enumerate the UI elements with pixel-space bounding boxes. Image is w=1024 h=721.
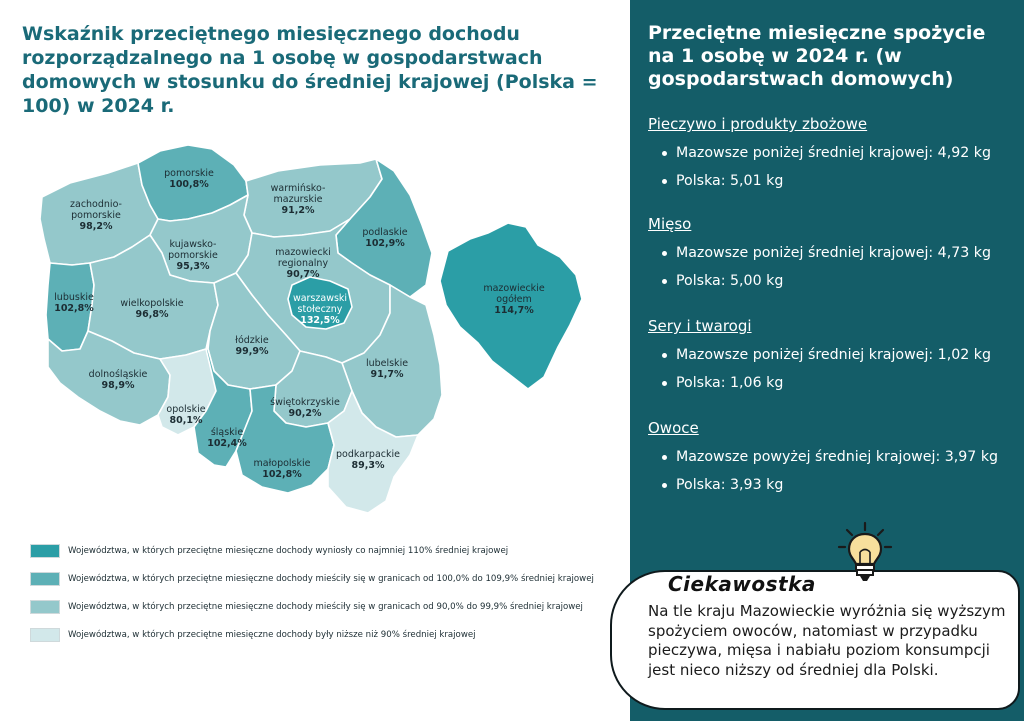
legend-label: Województwa, w których przeciętne miesięczne dochody wyniosły co najmniej 110% średniej krajowej (68, 546, 509, 556)
legend-swatch (30, 544, 60, 558)
label-wielkopolskie: wielkopolskie 96,8% (120, 298, 184, 320)
label-mazowieckie-ogolem: mazowieckie ogółem 114,7% (483, 283, 545, 316)
label-lodzkie: łódzkie 99,9% (235, 335, 269, 357)
category-item: Polska: 5,00 kg (648, 267, 1018, 295)
category-fruit (648, 419, 1018, 499)
map-title: Wskaźnik przeciętnego miesięcznego dochodu rozporządzalnego na 1 osobę w gospodarstwach domowych w stosunku do średniej krajowej (Polska = 100) w 2024 r. (22, 23, 598, 117)
label-podlaskie: podlaskie 102,9% (362, 227, 408, 249)
category-name: Sery i twarogi (648, 317, 752, 335)
legend-item (30, 627, 620, 643)
fact-text: Na tle kraju Mazowieckie wyróżnia się wyższym spożyciem owoców, natomiast w przypadku pieczywa, mięsa i nabiału poziom konsumpcji jest nieco niższy od średniej dla Polski. (648, 602, 1006, 679)
category-item: Polska: 1,06 kg (648, 369, 1018, 397)
label-pomorskie: pomorskie 100,8% (164, 168, 214, 190)
label-podkarpackie: podkarpackie 89,3% (336, 449, 400, 471)
category-item: Polska: 3,93 kg (648, 471, 1018, 499)
category-name: Pieczywo i produkty zbożowe (648, 115, 868, 133)
label-lubelskie: lubelskie 91,7% (365, 358, 409, 380)
legend-item (30, 543, 620, 559)
fact-box (610, 570, 1020, 710)
label-kujawsko-pomorskie: kujawsko- pomorskie 95,3% (168, 239, 218, 272)
label-lubuskie: lubuskie 102,8% (54, 292, 94, 314)
label-warminsko-mazurskie: warmińsko- mazurskie 91,2% (270, 183, 326, 216)
legend-swatch (30, 600, 60, 614)
label-slaskie: śląskie 102,4% (207, 427, 247, 449)
fact-title: Ciekawostka (668, 572, 816, 596)
lightbulb-icon (835, 520, 895, 584)
legend-label: Województwa, w których przeciętne miesięczne dochody mieściły się w granicach od 100,0% do 109,9% średniej krajowej (68, 574, 594, 584)
category-item: Mazowsze poniżej średniej krajowej: 4,92 kg (648, 139, 1018, 167)
legend-swatch (30, 572, 60, 586)
category-item: Mazowsze poniżej średniej krajowej: 1,02 kg (648, 341, 1018, 369)
label-zachodniopomorskie: zachodnio- pomorskie 98,2% (70, 199, 122, 232)
category-name: Owoce (648, 419, 699, 437)
label-malopolskie: małopolskie 102,8% (253, 458, 311, 480)
legend-item (30, 571, 620, 587)
category-name: Mięso (648, 215, 692, 233)
legend-item (30, 599, 620, 615)
legend-swatch (30, 628, 60, 642)
label-warszawski-stoleczny: warszawski stołeczny 132,5% (292, 293, 348, 326)
label-mazowiecki-regionalny: mazowiecki regionalny 90,7% (275, 247, 331, 280)
poland-map (30, 135, 610, 525)
category-item: Polska: 5,01 kg (648, 167, 1018, 195)
label-swietokrzyskie: świętokrzyskie 90,2% (270, 397, 340, 419)
label-opolskie: opolskie 80,1% (166, 404, 206, 426)
label-dolnoslaskie: dolnośląskie 98,9% (88, 369, 148, 391)
category-item: Mazowsze poniżej średniej krajowej: 4,73 kg (648, 239, 1018, 267)
map-legend (30, 543, 620, 655)
legend-label: Województwa, w których przeciętne miesięczne dochody mieściły się w granicach od 90,0% do 99,9% średniej krajowej (68, 602, 583, 612)
legend-label: Województwa, w których przeciętne miesięczne dochody były niższe niż 90% średniej krajowej (68, 630, 476, 640)
category-cheese (648, 317, 1018, 397)
consumption-title: Przeciętne miesięczne spożycie na 1 osobę w 2024 r. (w gospodarstwach domowych) (648, 22, 986, 90)
category-meat (648, 215, 1018, 295)
category-bread (648, 115, 1018, 195)
category-item: Mazowsze powyżej średniej krajowej: 3,97 kg (648, 443, 1018, 471)
